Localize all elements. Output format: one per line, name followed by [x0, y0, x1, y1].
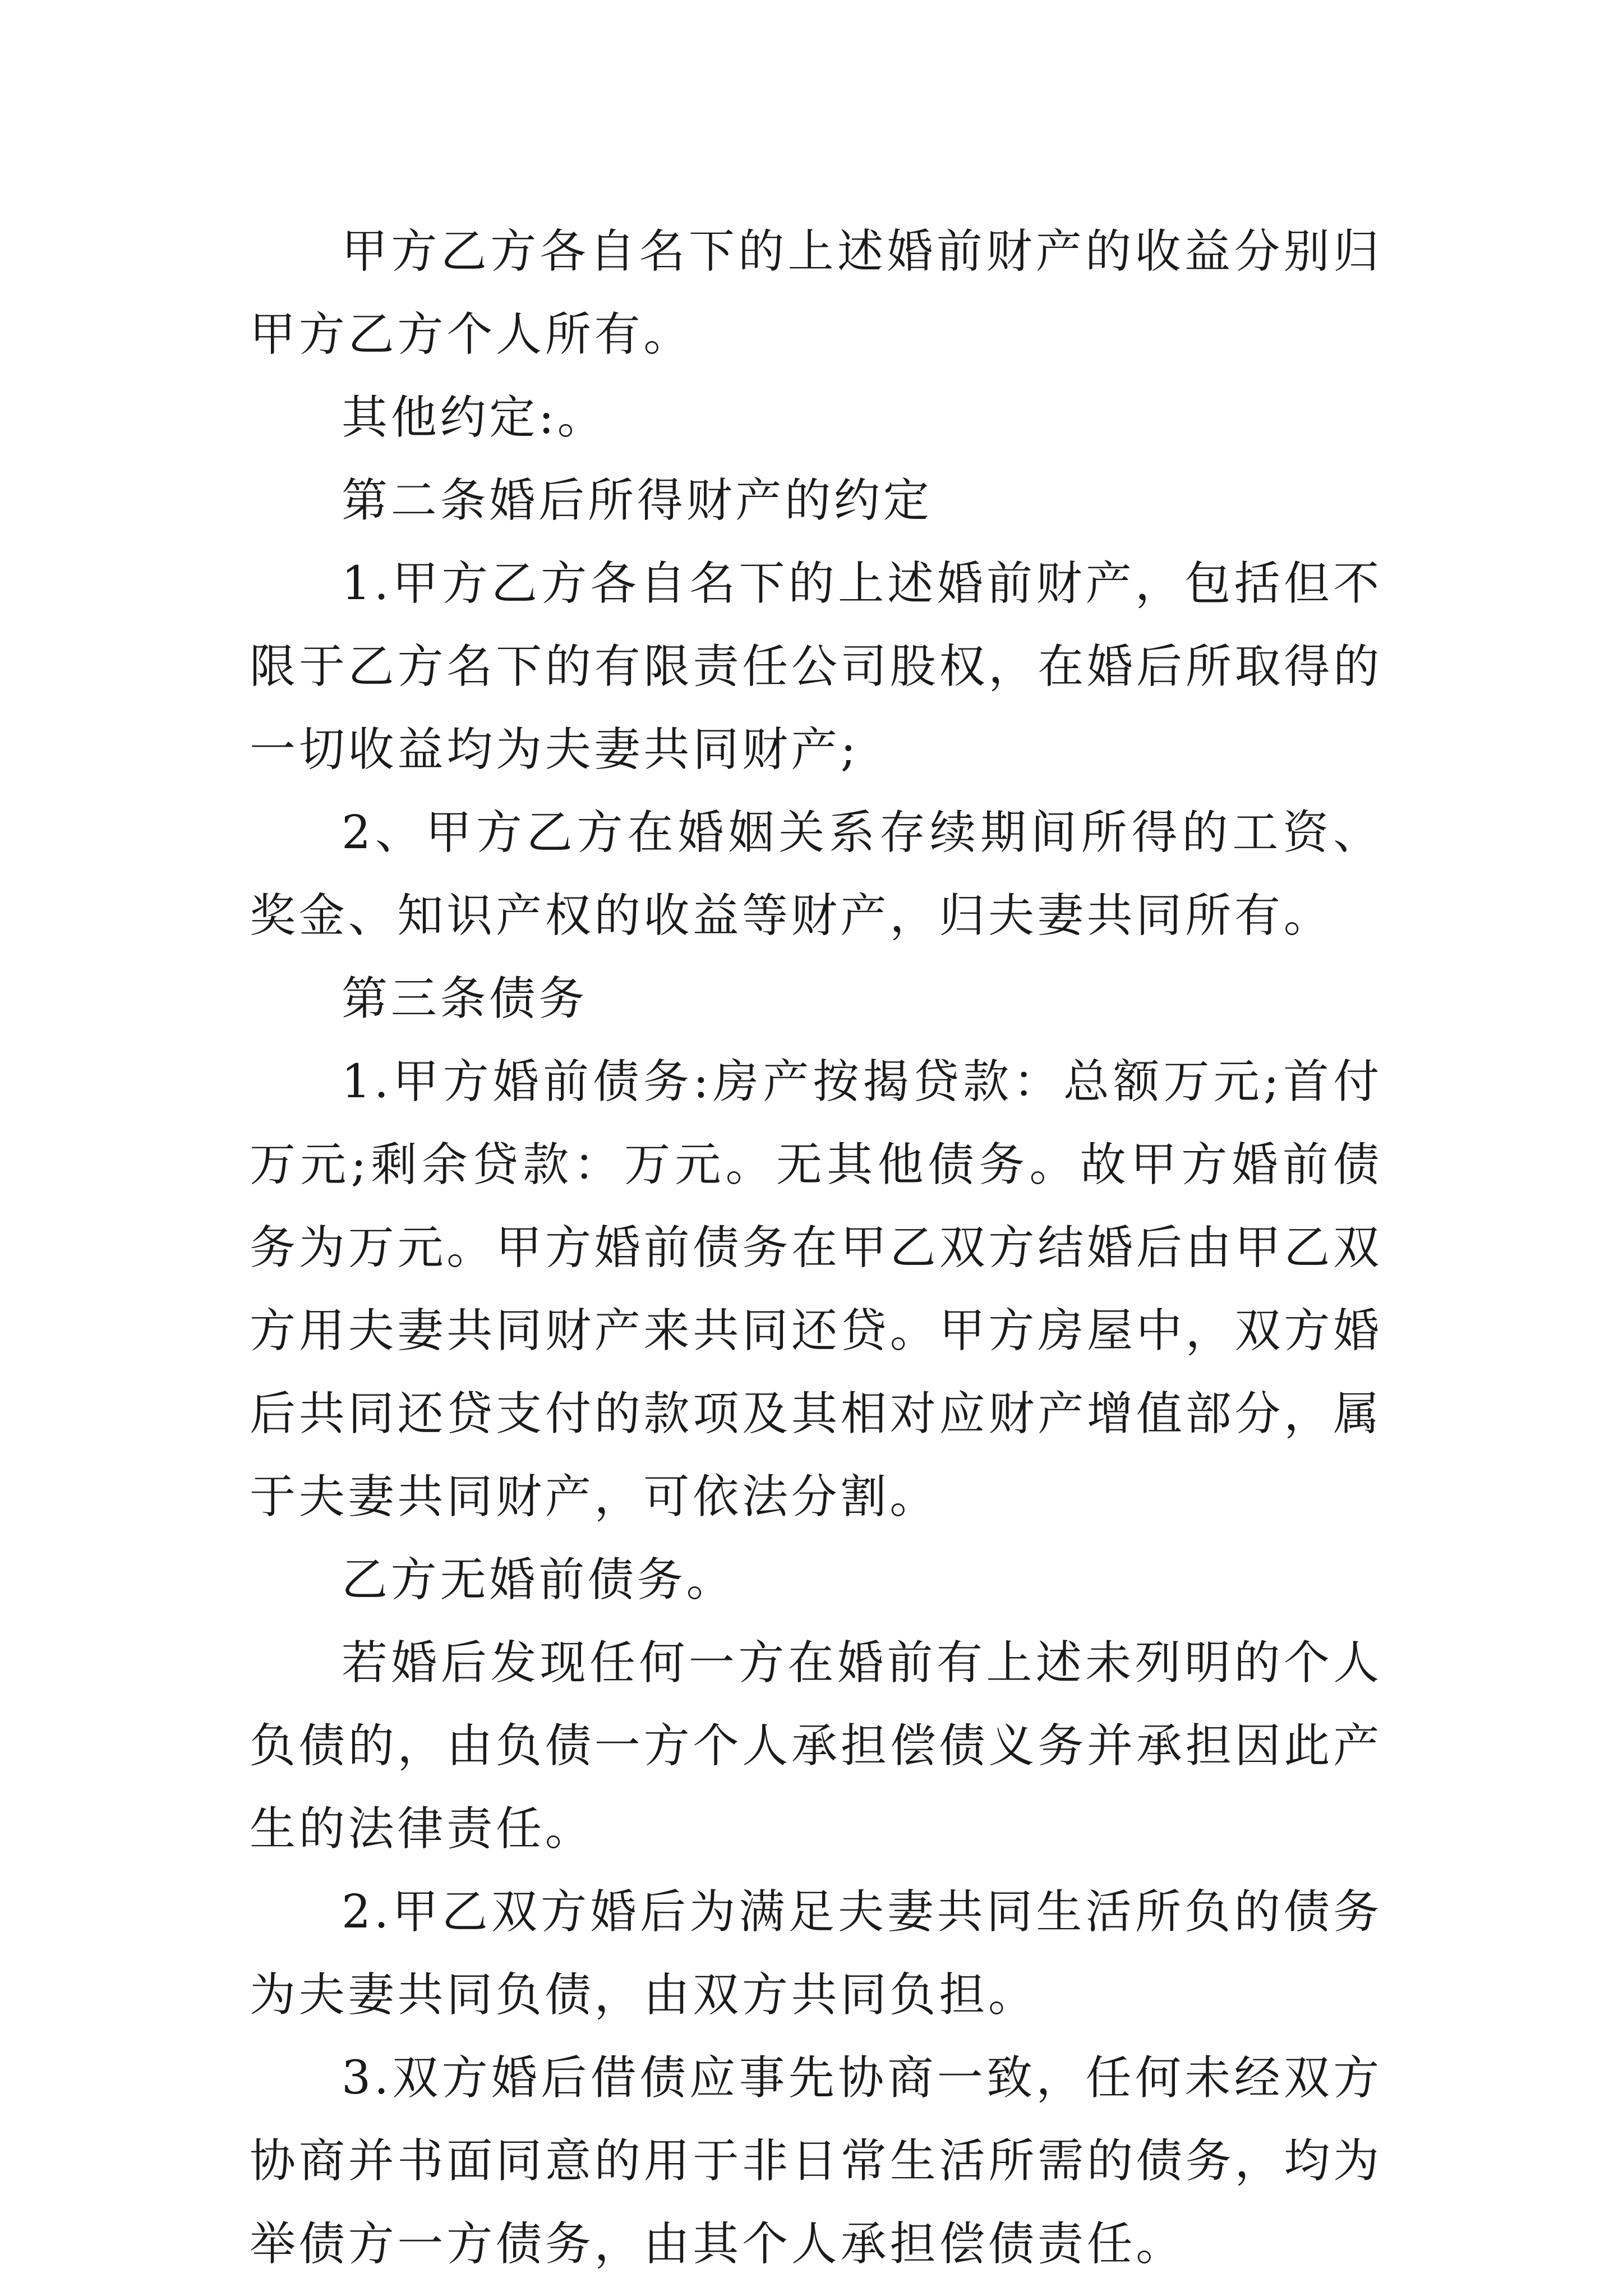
paragraph-article-three-item-2: 2.甲乙双方婚后为满足夫妻共同生活所负的债务为夫妻共同负债，由双方共同负担。	[250, 1885, 1382, 2022]
paragraph-undisclosed-debt: 若婚后发现任何一方在婚前有上述未列明的个人负债的，由负债一方个人承担偿债义务并承担因此产生的法律责任。	[250, 1636, 1382, 1856]
paragraph-article-three-item-1: 1.甲方婚前债务:房产按揭贷款：总额万元;首付万元;剩余贷款：万元。无其他债务。故甲方婚前债务为万元。甲方婚前债务在甲乙双方结婚后由甲乙双方用夫妻共同财产来共同还贷。甲方房屋中，双方婚后共同还贷支付的款项及其相对应财产增值部分，属于夫妻共同财产，可依法分割。	[250, 1055, 1382, 1524]
paragraph-article-two-item-2: 2、甲方乙方在婚姻关系存续期间所得的工资、奖金、知识产权的收益等财产，归夫妻共同所有。	[250, 806, 1382, 942]
paragraph-party-b-no-debt: 乙方无婚前债务。	[342, 1553, 736, 1607]
paragraph-premarital-income: 甲方乙方各自名下的上述婚前财产的收益分别归甲方乙方个人所有。	[250, 225, 1382, 361]
article-two-heading: 第二条婚后所得财产的约定	[342, 474, 933, 527]
paragraph-other-agreement: 其他约定:。	[342, 391, 607, 444]
paragraph-article-two-item-1: 1.甲方乙方各自名下的上述婚前财产，包括但不限于乙方名下的有限责任公司股权，在婚后所取得的一切收益均为夫妻共同财产;	[250, 557, 1382, 776]
document-body	[250, 210, 1382, 2286]
paragraph-article-three-item-3: 3.双方婚后借债应事先协商一致，任何未经双方协商并书面同意的用于非日常生活所需的债务，均为举债方一方债务，由其个人承担偿债责任。	[250, 2051, 1382, 2271]
article-three-heading: 第三条债务	[342, 972, 588, 1025]
